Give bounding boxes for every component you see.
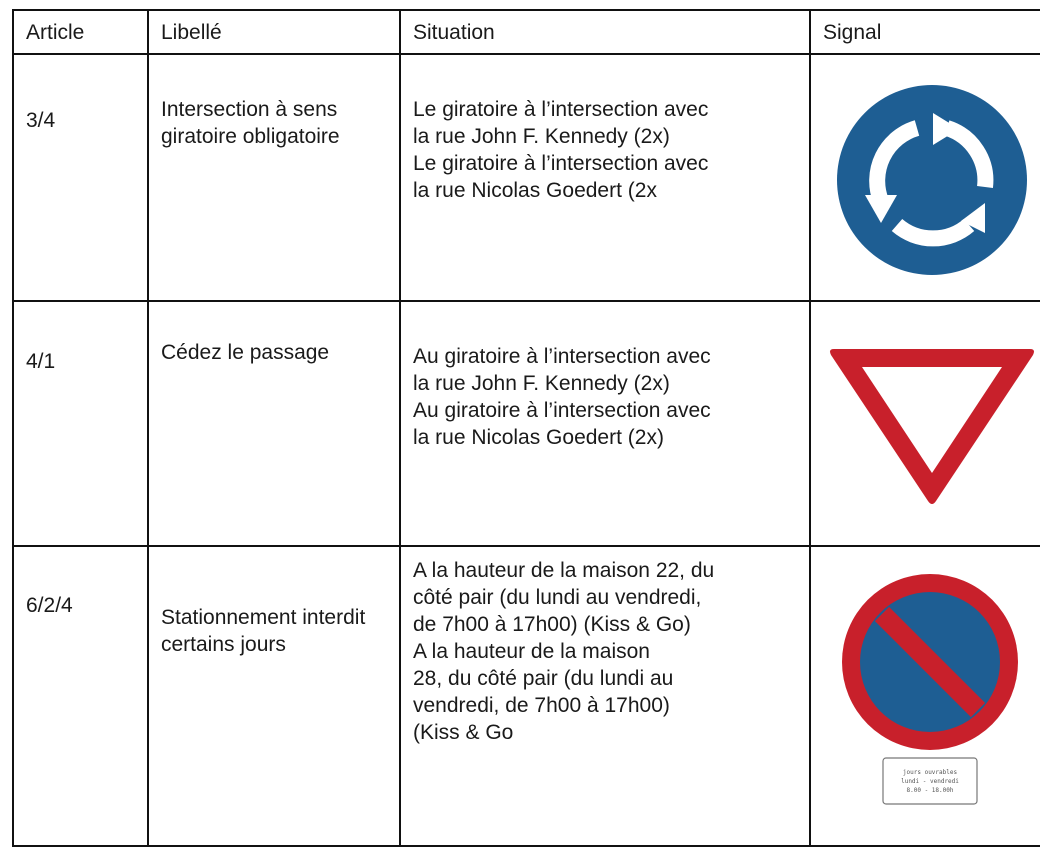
situation-line: côté pair (du lundi au vendredi,: [413, 586, 702, 609]
situation-line: la rue John F. Kennedy (2x): [413, 372, 670, 395]
signal-cell: [810, 546, 1040, 846]
article-cell: 6/2/4: [13, 546, 148, 846]
libelle-cell: Stationnement interdit certains jours: [148, 546, 400, 846]
regulations-table: [12, 9, 1040, 847]
situation-line: la rue John F. Kennedy (2x): [413, 125, 670, 148]
header-signal: Signal: [810, 10, 1040, 54]
yield-sign-icon: [826, 343, 1038, 508]
table-row: [13, 301, 1040, 546]
situation-line: A la hauteur de la maison: [413, 640, 650, 663]
no-parking-sign-icon: [840, 572, 1020, 752]
situation-cell: [400, 301, 810, 546]
supplementary-plate-icon: [882, 757, 978, 805]
header-situation: Situation: [400, 10, 810, 54]
situation-line: la rue Nicolas Goedert (2x): [413, 426, 664, 449]
plate-line: jours ouvrables: [902, 769, 958, 776]
libelle-cell: Cédez le passage: [148, 301, 400, 546]
article-cell: 3/4: [13, 54, 148, 301]
situation-line: Le giratoire à l’intersection avec: [413, 152, 709, 175]
situation-line: Au giratoire à l’intersection avec: [413, 399, 711, 422]
situation-line: Le giratoire à l’intersection avec: [413, 98, 709, 121]
situation-line: 28, du côté pair (du lundi au: [413, 667, 674, 690]
plate-line: lundi - vendredi: [901, 778, 959, 785]
mandatory-roundabout-sign-icon: [835, 83, 1029, 277]
situation-line: de 7h00 à 17h00) (Kiss & Go): [413, 613, 691, 636]
situation-cell: [400, 546, 810, 846]
signal-cell: [810, 54, 1040, 301]
situation-line: vendredi, de 7h00 à 17h00): [413, 694, 670, 717]
situation-line: A la hauteur de la maison 22, du: [413, 559, 715, 582]
table-header-row: [13, 10, 1040, 54]
signal-cell: [810, 301, 1040, 546]
table-row: [13, 54, 1040, 301]
table-row: [13, 546, 1040, 846]
header-libelle: Libellé: [148, 10, 400, 54]
situation-cell: [400, 54, 810, 301]
situation-line: Au giratoire à l’intersection avec: [413, 345, 711, 368]
situation-line: (Kiss & Go: [413, 721, 514, 744]
libelle-cell: Intersection à sens giratoire obligatoire: [148, 54, 400, 301]
situation-line: la rue Nicolas Goedert (2x: [413, 179, 657, 202]
article-cell: 4/1: [13, 301, 148, 546]
plate-line: 8.00 - 18.00h: [906, 787, 954, 794]
header-article: Article: [13, 10, 148, 54]
